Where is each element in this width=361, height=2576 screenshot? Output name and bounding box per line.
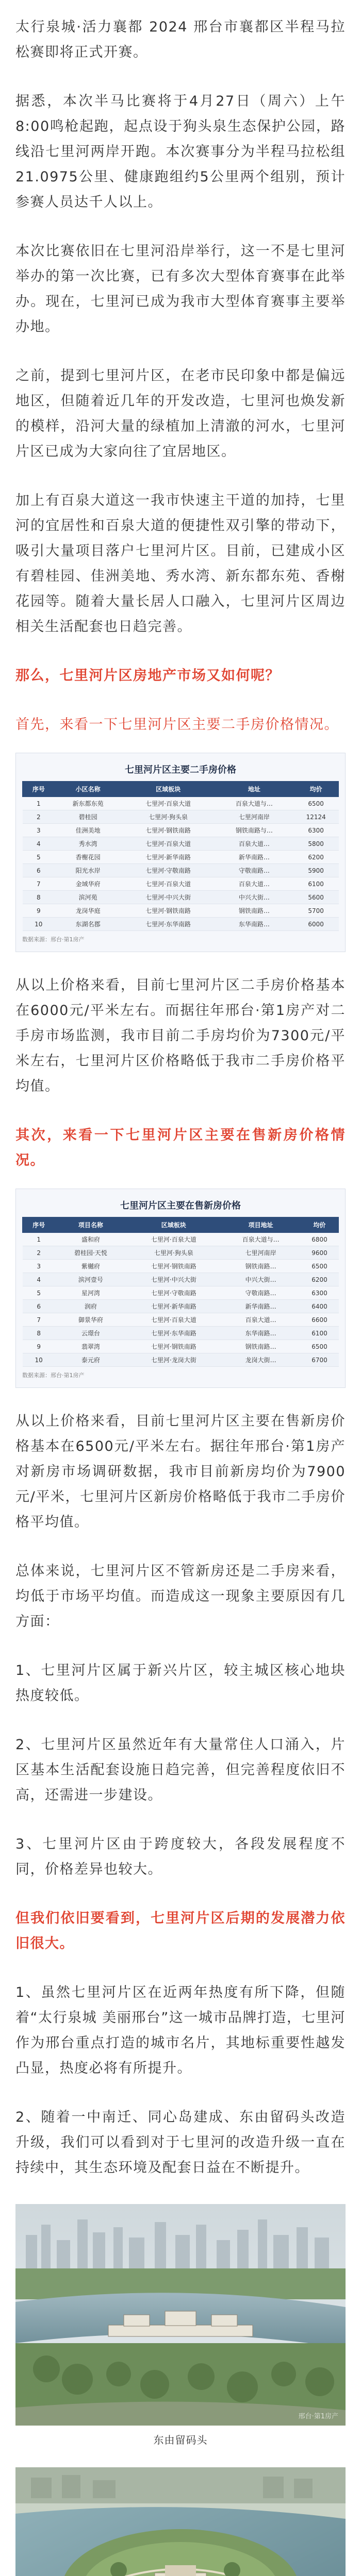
table-row bbox=[23, 918, 339, 931]
secondhand-table-cell: 6500 bbox=[293, 797, 339, 810]
paragraph-projects: 加上有百泉大道这一我市快速主干道的加持，七里河的宜居性和百泉大道的便捷性双引擎的带动下，吸引大量项目落户七里河片区。目前，已建成小区有碧桂园、佳洲美地、秀水湾、新东都东苑、香榭花园等。随着大量长居人口融入，七里河片区周边相关生活配套也日趋完善。 bbox=[15, 493, 346, 635]
newhome-table-cell: 七里河·钢铁南路 bbox=[126, 1260, 221, 1273]
newhome-table-cell: 七里河·狗头泉 bbox=[126, 1246, 221, 1260]
caption-wharf: 东由留码头 bbox=[153, 2434, 208, 2446]
newhome-table-cell: 泰元府 bbox=[55, 1353, 126, 1367]
table-row bbox=[23, 810, 339, 824]
newhome-table-cell: 6400 bbox=[300, 1300, 338, 1313]
newhome-table-cell: 星河湾 bbox=[55, 1286, 126, 1300]
secondhand-table-cell: 佳洲美地 bbox=[55, 824, 121, 837]
secondhand-table-cell: 6100 bbox=[293, 877, 339, 891]
table-row bbox=[23, 1313, 339, 1327]
table-row bbox=[23, 824, 339, 837]
secondhand-table-cell: 香榭花园 bbox=[55, 851, 121, 864]
secondhand-table-cell: 5700 bbox=[293, 904, 339, 918]
newhome-header-cell: 序号 bbox=[23, 1217, 55, 1233]
newhome-table-cell: 1 bbox=[23, 1233, 55, 1246]
secondhand-table-cell: 4 bbox=[23, 837, 55, 851]
secondhand-table-cell: 6200 bbox=[293, 851, 339, 864]
newhome-header-cell: 均价 bbox=[300, 1217, 338, 1233]
paragraph-potential-1: 1、虽然七里河片区在近两年热度有所下降，但随着“太行泉城 美丽邢台”这一城市品牌打造，七里河作为邢台重点打造的城市名片，其地标重要性越发凸显，热度必将有所提升。 bbox=[15, 1985, 346, 2076]
newhome-table-cell: 七里河南岸 bbox=[221, 1246, 301, 1260]
newhome-table-cell: 御景华府 bbox=[55, 1313, 126, 1327]
secondhand-table-cell: 7 bbox=[23, 877, 55, 891]
table-row bbox=[23, 1340, 339, 1353]
secondhand-table-cell: 3 bbox=[23, 824, 55, 837]
tongxin-island-photo bbox=[15, 2467, 346, 2576]
secondhand-table-cell: 东湖名郡 bbox=[55, 918, 121, 931]
table-row bbox=[23, 1260, 339, 1273]
secondhand-table-cell: 七里河·百泉大道 bbox=[121, 797, 215, 810]
secondhand-table-cell: 5600 bbox=[293, 891, 339, 904]
photo-watermark: 邢台·第1房产 bbox=[298, 2413, 338, 2420]
newhome-table-cell: 6 bbox=[23, 1300, 55, 1313]
newhome-table-note: 数据来源：邢台·第1房产 bbox=[22, 1372, 85, 1379]
paragraph-reason-2: 2、七里河片区虽然近年有大量常住人口涌入，片区基本生活配套设施日趋完善，但完善程度依旧不高，还需进一步建设。 bbox=[15, 1737, 346, 1803]
newhome-header-cell: 项目名称 bbox=[55, 1217, 126, 1233]
table-row bbox=[23, 797, 339, 810]
newhome-table-cell: 9600 bbox=[300, 1246, 338, 1260]
paragraph-reason-3: 3、七里河片区由于跨度较大，各段发展程度不同，价格差异也较大。 bbox=[15, 1836, 346, 1877]
newhome-table-cell: 紫樾府 bbox=[55, 1260, 126, 1273]
newhome-table-cell: 龙岗大街… bbox=[221, 1353, 301, 1367]
secondhand-table-cell: 6000 bbox=[293, 918, 339, 931]
secondhand-table-title: 七里河片区主要二手房价格 bbox=[125, 765, 236, 775]
island-aerial-image bbox=[15, 2467, 346, 2576]
newhome-table-cell: 新华南路… bbox=[221, 1300, 301, 1313]
secondhand-table-cell: 6300 bbox=[293, 824, 339, 837]
newhome-header-cell: 项目地址 bbox=[221, 1217, 301, 1233]
newhome-table-cell: 4 bbox=[23, 1273, 55, 1286]
newhome-price-table bbox=[15, 1189, 346, 1388]
secondhand-table-cell: 百泉大道… bbox=[215, 877, 293, 891]
newhome-table-cell: 10 bbox=[23, 1353, 55, 1367]
newhome-table-cell: 盛和府 bbox=[55, 1233, 126, 1246]
newhome-table-cell: 钢铁南路… bbox=[221, 1260, 301, 1273]
secondhand-table-cell: 5800 bbox=[293, 837, 339, 851]
paragraph-venue: 本次比赛依旧在七里河沿岸举行，这一不是七里河举办的第一次比赛，已有多次大型体育赛事在此举办。现在，七里河已成为我市大型体育赛事主要举办地。 bbox=[15, 243, 346, 335]
secondhand-table-note: 数据来源：邢台·第1房产 bbox=[22, 936, 85, 943]
secondhand-header-cell: 均价 bbox=[293, 782, 339, 797]
table-row bbox=[23, 864, 339, 877]
newhome-table-cell: 6600 bbox=[300, 1313, 338, 1327]
newhome-table-cell: 6100 bbox=[300, 1327, 338, 1340]
newhome-table-cell: 3 bbox=[23, 1260, 55, 1273]
newhome-table-cell: 6500 bbox=[300, 1260, 338, 1273]
secondhand-table-cell: 七里河·中兴大街 bbox=[121, 891, 215, 904]
paragraph-intro: 太行泉城·活力襄都 2024 邢台市襄都区半程马拉松赛即将正式开赛。 bbox=[15, 19, 346, 60]
secondhand-table-cell: 阳光水岸 bbox=[55, 864, 121, 877]
newhome-table-cell: 滨河壹号 bbox=[55, 1273, 126, 1286]
secondhand-table-cell: 七里河·百泉大道 bbox=[121, 877, 215, 891]
newhome-table-cell: 百泉大道与… bbox=[221, 1233, 301, 1246]
newhome-header-cell: 区域板块 bbox=[126, 1217, 221, 1233]
paragraph-area-history: 之前，提到七里河片区，在老市民印象中都是偏远地区，但随着近几年的开发改造，七里河也焕发新的模样，沿河大量的绿植加上清澈的河水，七里河片区已成为大家向往了宜居地区。 bbox=[15, 368, 346, 460]
newhome-table-title: 七里河片区主要在售新房价格 bbox=[120, 1200, 241, 1211]
paragraph-potential-2: 2、随着一中南迁、同心岛建成、东由留码头改造升级，我们可以看到对于七里河的改造升级一直在持续中，其生态环境及配套日益在不断提升。 bbox=[15, 2109, 346, 2176]
secondhand-price-table bbox=[15, 753, 346, 952]
secondhand-table-cell: 龙岗华庭 bbox=[55, 904, 121, 918]
secondhand-table-cell: 钢铁南路与… bbox=[215, 824, 293, 837]
secondhand-table-cell: 七里河·新华南路 bbox=[121, 851, 215, 864]
newhome-table-cell: 百泉大道… bbox=[221, 1313, 301, 1327]
table-row bbox=[23, 1246, 339, 1260]
newhome-table-cell: 七里河·中兴大街 bbox=[126, 1273, 221, 1286]
secondhand-table-cell: 七里河·百泉大道 bbox=[121, 837, 215, 851]
newhome-table-cell: 七里河·百泉大道 bbox=[126, 1233, 221, 1246]
newhome-table-cell: 云璟台 bbox=[55, 1327, 126, 1340]
newhome-table-cell: 守敬南路… bbox=[221, 1286, 301, 1300]
secondhand-table-cell: 七里河·守敬南路 bbox=[121, 864, 215, 877]
secondhand-header-cell: 序号 bbox=[23, 782, 55, 797]
secondhand-table-cell: 百泉大道与… bbox=[215, 797, 293, 810]
table-row bbox=[23, 1353, 339, 1367]
paragraph-newhome-analysis: 从以上价格来看，目前七里河片区主要在售新房价格基本在6500元/平米左右。据往年邢台·第1房产对新房市场调研数据，我市目前新房均价为7900元/平米，七里河片区新房价格略低于我市二手房价格平均值。 bbox=[15, 1413, 346, 1530]
table-row bbox=[23, 904, 339, 918]
newhome-table-cell: 6200 bbox=[300, 1273, 338, 1286]
table-row bbox=[23, 1233, 339, 1246]
paragraph-summary: 总体来说，七里河片区不管新房还是二手房来看，均低于市场平均值。而造成这一现象主要原因有几方面： bbox=[15, 1563, 346, 1630]
secondhand-table-cell: 七里河·东华南路 bbox=[121, 918, 215, 931]
newhome-table-cell: 七里河·东华南路 bbox=[126, 1327, 221, 1340]
secondhand-table-cell: 百泉大道… bbox=[215, 837, 293, 851]
secondhand-table-cell: 七里河·狗头泉 bbox=[121, 810, 215, 824]
wharf-aerial-image bbox=[15, 2204, 346, 2426]
secondhand-table-cell: 2 bbox=[23, 810, 55, 824]
newhome-table-cell: 润府 bbox=[55, 1300, 126, 1313]
newhome-table-cell: 七里河·龙岗大街 bbox=[126, 1353, 221, 1367]
secondhand-table-cell: 碧桂园 bbox=[55, 810, 121, 824]
newhome-table-cell: 七里河·守敬南路 bbox=[126, 1286, 221, 1300]
secondhand-header-cell: 区域板块 bbox=[121, 782, 215, 797]
secondhand-table-cell: 滨河苑 bbox=[55, 891, 121, 904]
table-row bbox=[23, 1327, 339, 1340]
secondhand-table-cell: 1 bbox=[23, 797, 55, 810]
dongyouliu-wharf-photo bbox=[15, 2204, 346, 2426]
newhome-table-cell: 2 bbox=[23, 1246, 55, 1260]
secondhand-table-cell: 七里河南岸 bbox=[215, 810, 293, 824]
secondhand-table-cell: 中兴大街… bbox=[215, 891, 293, 904]
newhome-table-cell: 5 bbox=[23, 1286, 55, 1300]
table-row bbox=[23, 851, 339, 864]
newhome-table-cell: 翡翠湾 bbox=[55, 1340, 126, 1353]
secondhand-table-cell: 守敬南路… bbox=[215, 864, 293, 877]
heading-newhome: 其次，来看一下七里河片区主要在售新房价格情况。 bbox=[15, 1127, 346, 1168]
newhome-table-cell: 9 bbox=[23, 1340, 55, 1353]
secondhand-table-cell: 新华南路… bbox=[215, 851, 293, 864]
newhome-table-cell: 6800 bbox=[300, 1233, 338, 1246]
newhome-table-cell: 钢铁南路… bbox=[221, 1340, 301, 1353]
newhome-table-cell: 东华南路… bbox=[221, 1327, 301, 1340]
secondhand-table-cell: 5900 bbox=[293, 864, 339, 877]
newhome-table-cell: 6500 bbox=[300, 1340, 338, 1353]
secondhand-table-cell: 金域华府 bbox=[55, 877, 121, 891]
secondhand-table-cell: 七里河·钢铁南路 bbox=[121, 904, 215, 918]
newhome-table-cell: 中兴大街… bbox=[221, 1273, 301, 1286]
paragraph-race-details: 据悉，本次半马比赛将于4月27日（周六）上午8:00鸣枪起跑，起点设于狗头泉生态保护公园，路线沿七里河两岸开跑。本次赛事分为半程马拉松组21.0975公里、健康跑组约5公里两个组别，预计参赛人员达千人以上。 bbox=[15, 93, 346, 210]
newhome-table-cell: 七里河·新华南路 bbox=[126, 1300, 221, 1313]
heading-market-question: 那么，七里河片区房地产市场又如何呢？ bbox=[15, 668, 280, 684]
newhome-table-cell: 7 bbox=[23, 1313, 55, 1327]
table-row bbox=[23, 1300, 339, 1313]
secondhand-table-cell: 新东都东苑 bbox=[55, 797, 121, 810]
paragraph-reason-1: 1、七里河片区属于新兴片区，较主城区核心地块热度较低。 bbox=[15, 1663, 346, 1704]
heading-secondhand: 首先，来看一下七里河片区主要二手房价格情况。 bbox=[15, 717, 339, 733]
paragraph-secondhand-analysis: 从以上价格来看，目前七里河片区二手房价格基本在6000元/平米左右。而据往年邢台·第1房产对二手房市场监测，我市目前二手房均价为7300元/平米左右，七里河片区价格略低于我市二手房价格平均值。 bbox=[15, 977, 346, 1094]
table-row bbox=[23, 1273, 339, 1286]
secondhand-header-cell: 小区名称 bbox=[55, 782, 121, 797]
newhome-table-cell: 碧桂园·天悦 bbox=[55, 1246, 126, 1260]
secondhand-table-cell: 东华南路… bbox=[215, 918, 293, 931]
table-row bbox=[23, 877, 339, 891]
newhome-table-cell: 6700 bbox=[300, 1353, 338, 1367]
secondhand-table-cell: 5 bbox=[23, 851, 55, 864]
secondhand-table-cell: 10 bbox=[23, 918, 55, 931]
table-row bbox=[23, 837, 339, 851]
secondhand-table-cell: 6 bbox=[23, 864, 55, 877]
heading-potential: 但我们依旧要看到，七里河片区后期的发展潜力依旧很大。 bbox=[15, 1910, 346, 1952]
secondhand-header-cell: 地址 bbox=[215, 782, 293, 797]
newhome-table-cell: 6300 bbox=[300, 1286, 338, 1300]
secondhand-table-cell: 七里河·钢铁南路 bbox=[121, 824, 215, 837]
secondhand-table-cell: 8 bbox=[23, 891, 55, 904]
secondhand-table-cell: 9 bbox=[23, 904, 55, 918]
table-row bbox=[23, 891, 339, 904]
newhome-table-cell: 七里河·百泉大道 bbox=[126, 1313, 221, 1327]
newhome-table-cell: 8 bbox=[23, 1327, 55, 1340]
secondhand-table-cell: 12124 bbox=[293, 810, 339, 824]
secondhand-table-cell: 秀水湾 bbox=[55, 837, 121, 851]
newhome-table-cell: 七里河·钢铁南路 bbox=[126, 1340, 221, 1353]
table-row bbox=[23, 1286, 339, 1300]
secondhand-table-cell: 钢铁南路… bbox=[215, 904, 293, 918]
